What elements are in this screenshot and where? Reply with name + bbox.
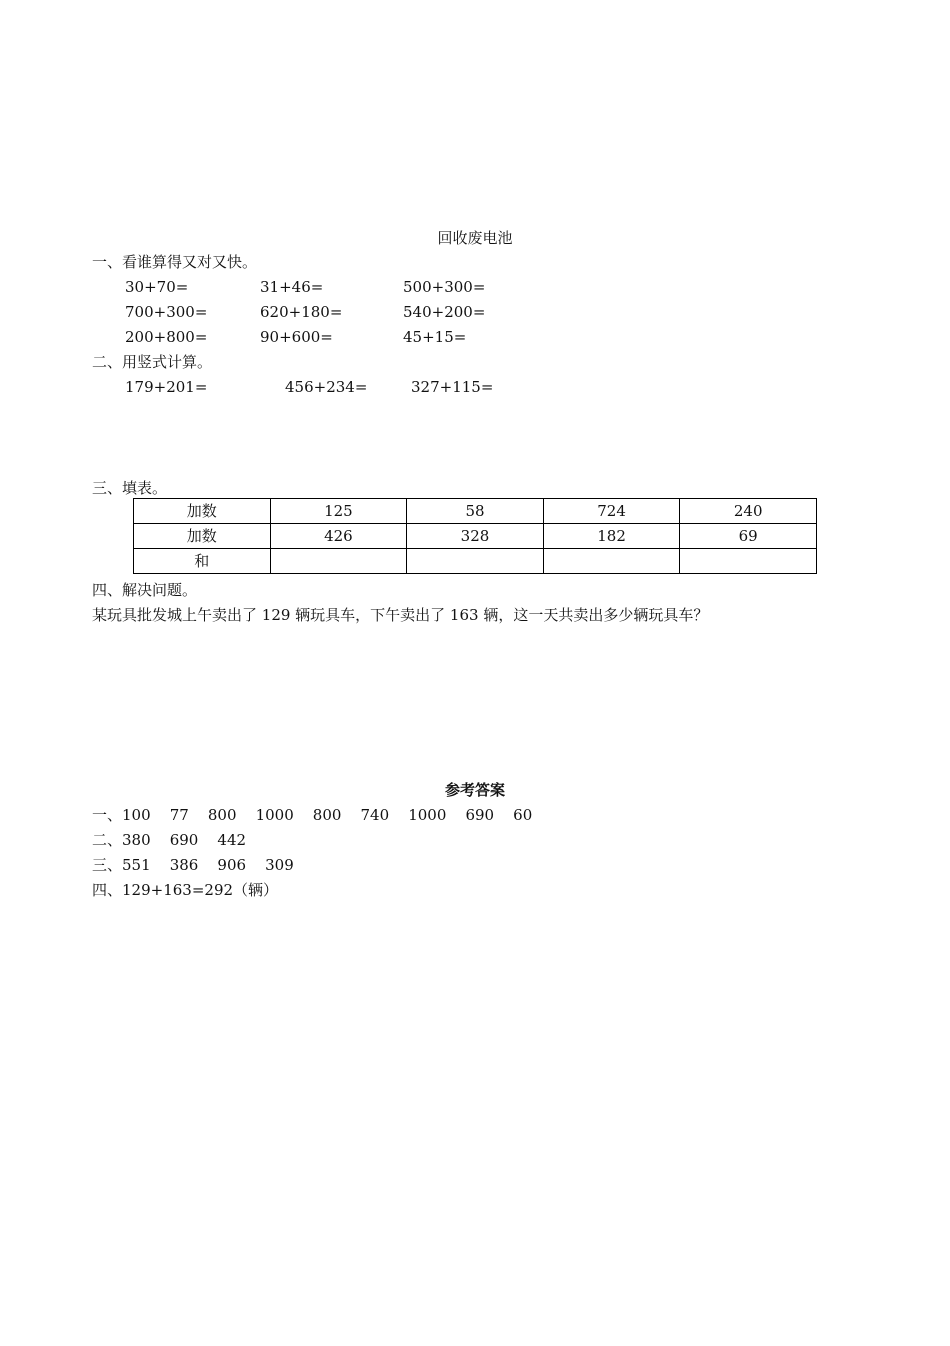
- problem-1-1: 30+70=: [125, 278, 189, 296]
- table-cell: 加数: [134, 499, 271, 524]
- answer-line-1: 一、100 77 800 1000 800 740 1000 690 60: [92, 806, 533, 824]
- table-cell: 58: [407, 499, 544, 524]
- vertical-calc-1: 179+201=: [125, 378, 208, 396]
- fill-table: [133, 498, 817, 574]
- answer-line-2: 二、380 690 442: [92, 831, 247, 849]
- table-row: [134, 549, 817, 574]
- table-cell-empty: [270, 549, 407, 574]
- table-cell: 426: [270, 524, 407, 549]
- problem-1-3: 500+300=: [403, 278, 486, 296]
- problem-3-2: 90+600=: [260, 328, 333, 346]
- table-cell-empty: [680, 549, 817, 574]
- page-title: 回收废电池: [437, 229, 513, 247]
- problem-1-2: 31+46=: [260, 278, 324, 296]
- vertical-calc-3: 327+115=: [411, 378, 494, 396]
- table-cell-empty: [543, 549, 680, 574]
- table-cell: 240: [680, 499, 817, 524]
- section3-heading: 三、填表。: [92, 479, 168, 497]
- table-cell: 328: [407, 524, 544, 549]
- table-cell: 125: [270, 499, 407, 524]
- table-cell: 和: [134, 549, 271, 574]
- problem-2-1: 700+300=: [125, 303, 208, 321]
- table-cell: 182: [543, 524, 680, 549]
- problem-2-3: 540+200=: [403, 303, 486, 321]
- vertical-calc-2: 456+234=: [285, 378, 368, 396]
- answers-title: 参考答案: [444, 781, 505, 799]
- table-row: [134, 524, 817, 549]
- problem-3-3: 45+15=: [403, 328, 467, 346]
- answer-line-4: 四、129+163=292（辆）: [92, 881, 279, 899]
- answer-line-3: 三、551 386 906 309: [92, 856, 294, 874]
- problem-2-2: 620+180=: [260, 303, 343, 321]
- word-problem: 某玩具批发城上午卖出了 129 辆玩具车，下午卖出了 163 辆，这一天共卖出多少辆玩具车？: [92, 606, 709, 624]
- section2-heading: 二、用竖式计算。: [92, 353, 213, 371]
- section4-heading: 四、解决问题。: [92, 581, 198, 599]
- section1-heading: 一、看谁算得又对又快。: [92, 253, 258, 271]
- table-cell: 724: [543, 499, 680, 524]
- table-cell-empty: [407, 549, 544, 574]
- table-row: [134, 499, 817, 524]
- table-cell: 69: [680, 524, 817, 549]
- problem-3-1: 200+800=: [125, 328, 208, 346]
- table-cell: 加数: [134, 524, 271, 549]
